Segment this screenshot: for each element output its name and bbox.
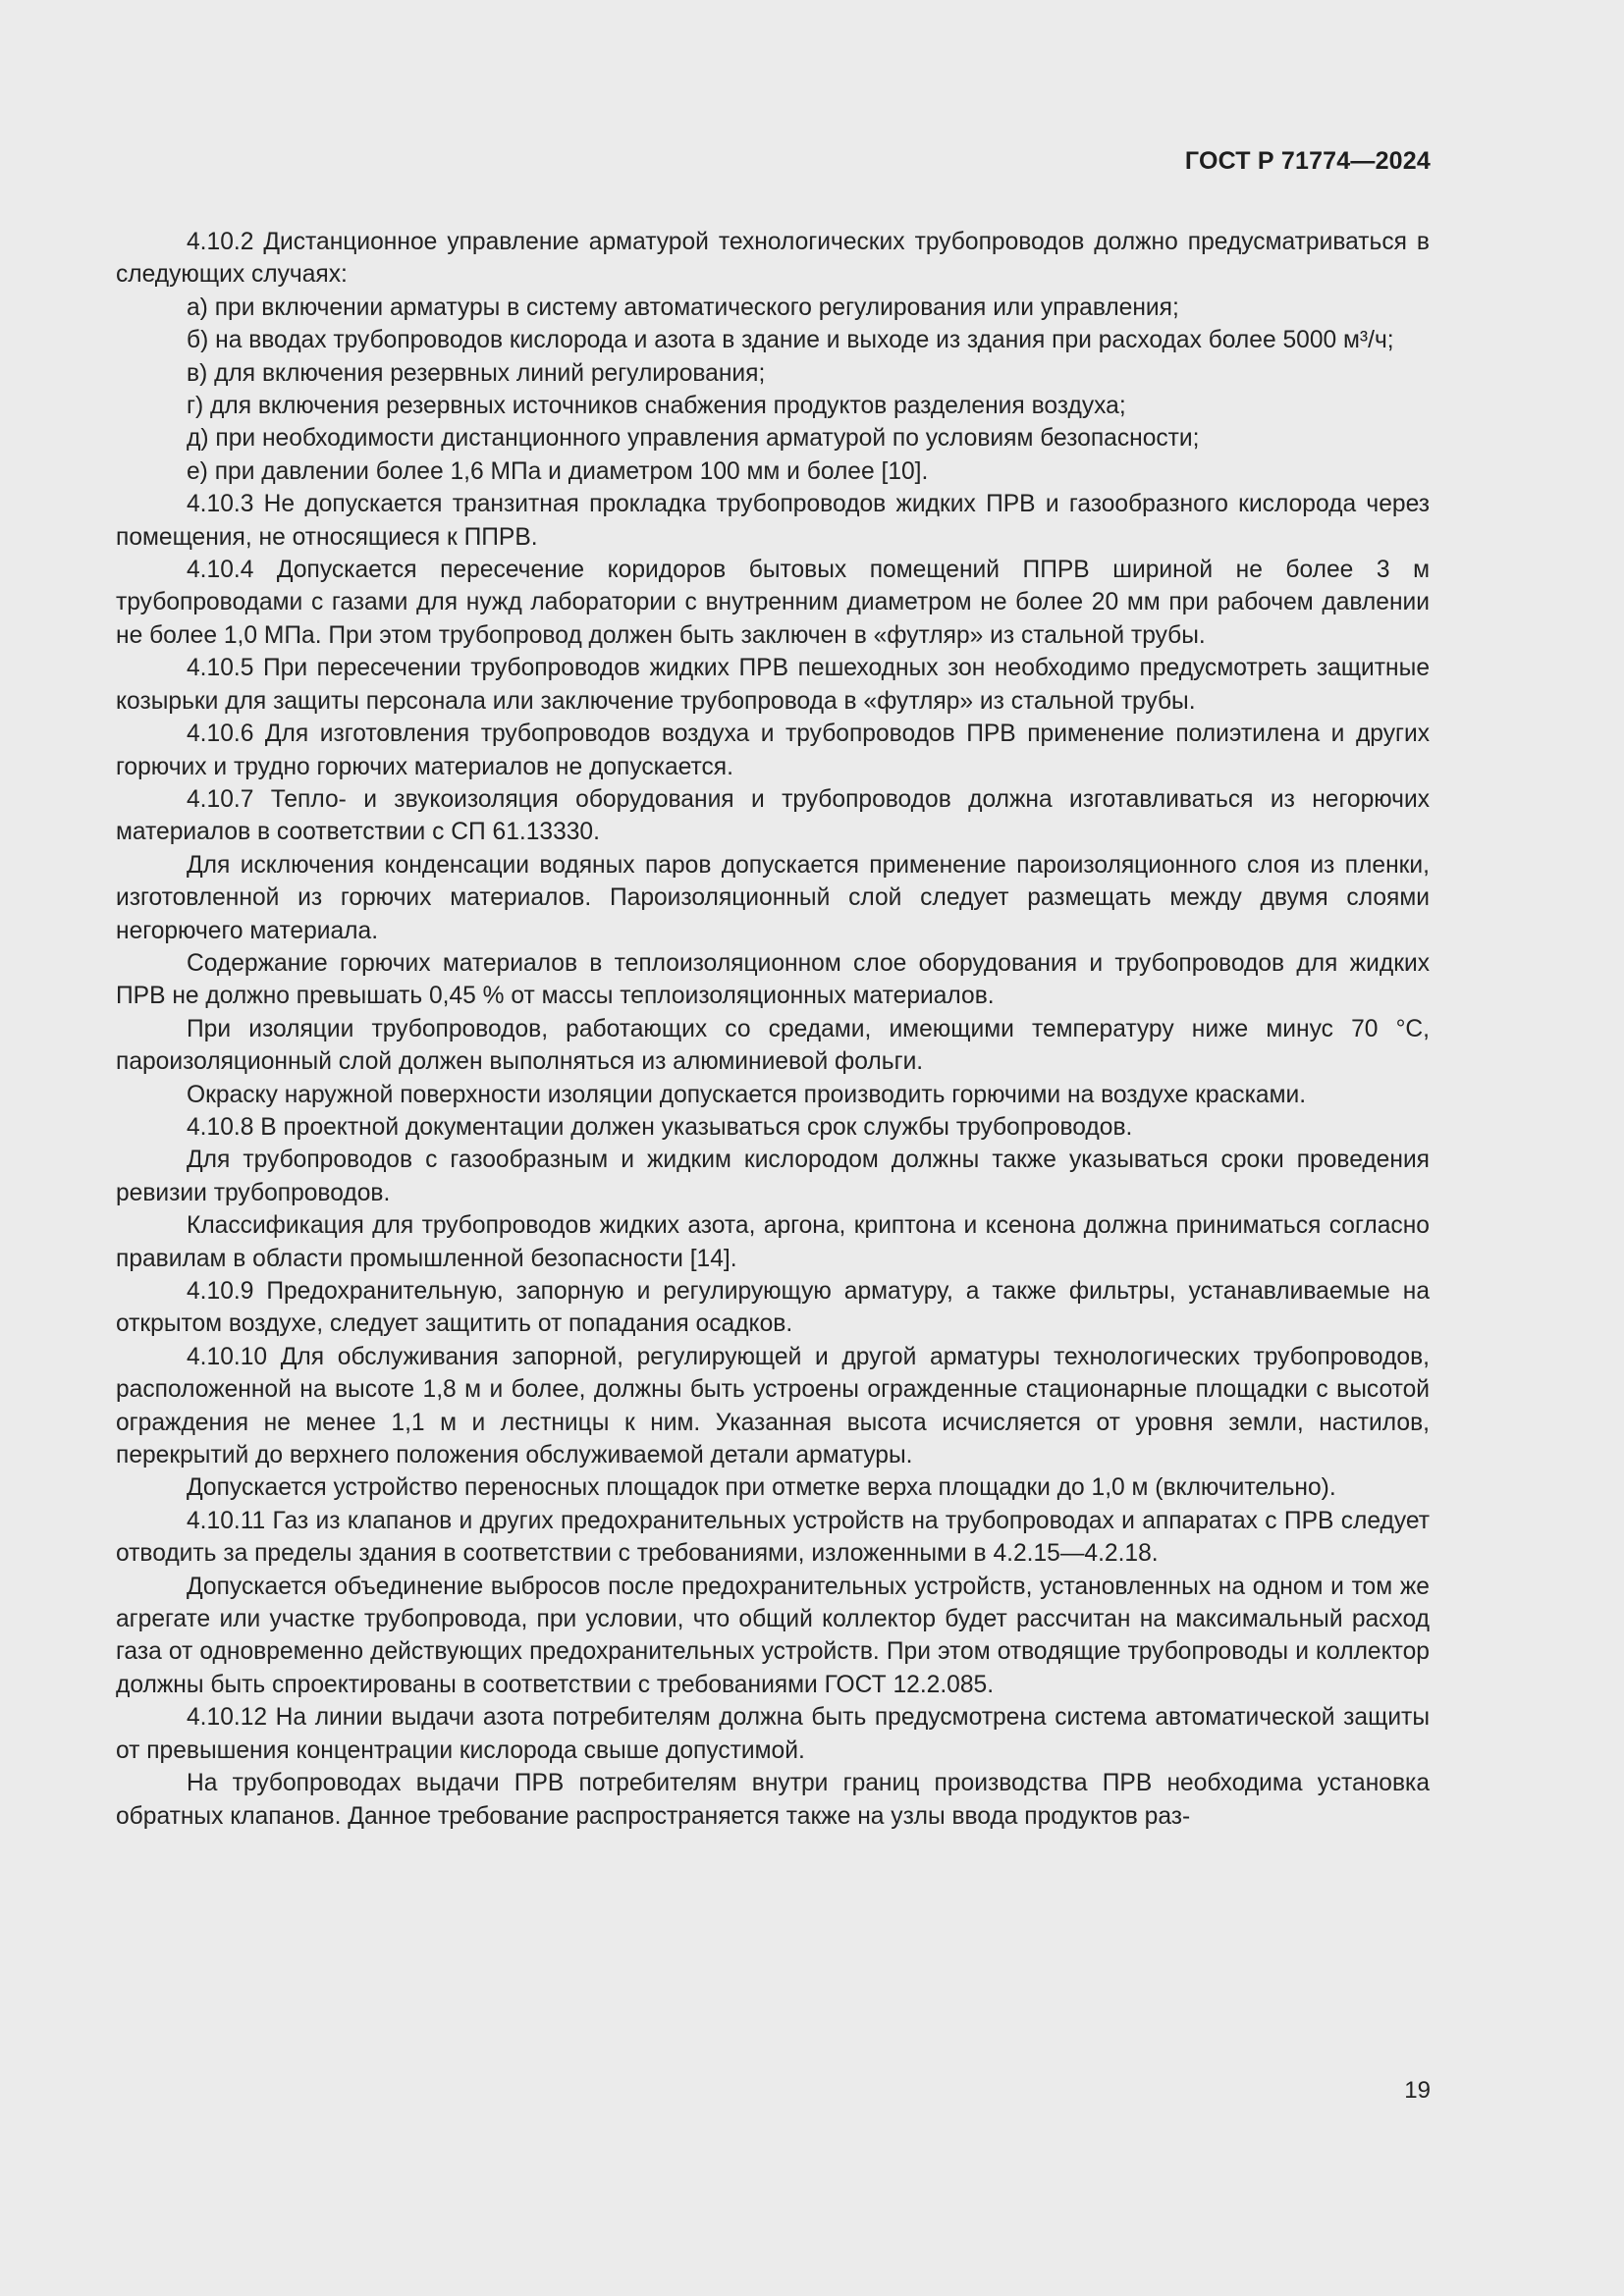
paragraph-portable-platforms: Допускается устройство переносных площадок при отметке верха площадки до 1,0 м (включительно). <box>187 1474 1336 1502</box>
list-item-a: а) при включении арматуры в систему автоматического регулирования или управления; <box>187 294 1179 321</box>
paragraph-combustible-content: Содержание горючих материалов в теплоизоляционном слое оборудования и трубопроводов для жидких ПРВ не должно превышать 0,45 % от массы теплоизоляционных материалов. <box>116 949 1430 1010</box>
paragraph-4-10-9: 4.10.9 Предохранительную, запорную и регулирующую арматуру, а также фильтры, устанавливаемые на открытом воздухе, следует защитить от попадания осадков. <box>116 1278 1430 1338</box>
paragraph-surface-painting: Окраску наружной поверхности изоляции допускается производить горючими на воздухе красками. <box>187 1081 1307 1108</box>
paragraph-classification: Классификация для трубопроводов жидких азота, аргона, криптона и ксенона должна приниматься согласно правилам в области промышленной безопасности [14]. <box>116 1212 1430 1272</box>
paragraph-4-10-11: 4.10.11 Газ из клапанов и других предохранительных устройств на трубопроводах и аппаратах с ПРВ следует отводить за пределы здания в соответствии с требованиями, изложенными в 4.2.15—4.2.18. <box>116 1507 1430 1568</box>
list-item-e: е) при давлении более 1,6 МПа и диаметром 100 мм и более [10]. <box>187 457 929 485</box>
paragraph-4-10-6: 4.10.6 Для изготовления трубопроводов воздуха и трубопроводов ПРВ применение полиэтилена и других горючих и трудно горючих материалов не допускается. <box>116 721 1430 780</box>
paragraph-4-10-3: 4.10.3 Не допускается транзитная прокладка трубопроводов жидких ПРВ и газообразного кислорода через помещения, не относящиеся к ППРВ. <box>116 491 1430 551</box>
list-item-b: б) на вводах трубопроводов кислорода и азота в здание и выходе из здания при расходах более 5000 м³/ч; <box>187 327 1394 354</box>
list-item-d: д) при необходимости дистанционного управления арматурой по условиям безопасности; <box>187 425 1200 453</box>
paragraph-low-temp-insulation: При изоляции трубопроводов, работающих со средами, имеющими температуру ниже минус 70 °С, пароизоляционный слой должен выполняться из алюминиевой фольги. <box>116 1015 1430 1076</box>
paragraph-4-10-7: 4.10.7 Тепло- и звукоизоляция оборудования и трубопроводов должна изготавливаться из негорючих материалов в соответствии с СП 61.13330. <box>116 785 1430 846</box>
paragraph-vapor-barrier: Для исключения конденсации водяных паров допускается применение пароизоляционного слоя из пленки, изготовленной из горючих материалов. Пароизоляционный слой следует размещать между двумя слоями негорючего материала. <box>116 851 1430 944</box>
document-number-header: ГОСТ Р 71774—2024 <box>1184 147 1431 175</box>
paragraph-4-10-4: 4.10.4 Допускается пересечение коридоров бытовых помещений ППРВ шириной не более 3 м трубопроводами с газами для нужд лаборатории с внутренним диаметром не более 20 мм при рабочем давлении не более 1,0 МПа. При этом трубопровод должен быть заключен в «футляр» из стальной трубы. <box>116 557 1430 649</box>
paragraph-check-valves: На трубопроводах выдачи ПРВ потребителям внутри границ производства ПРВ необходима установка обратных клапанов. Данное требование распространяется также на узлы ввода продуктов раз- <box>116 1770 1430 1830</box>
paragraph-4-10-10: 4.10.10 Для обслуживания запорной, регулирующей и другой арматуры технологических трубопроводов, расположенной на высоте 1,8 м и более, должны быть устроены огражденные стационарные площадки с высотой ограждения не менее 1,1 м и лестницы к ним. Указанная высота исчисляется от уровня земли, настилов, перекрытий до верхнего положения обслуживаемой детали арматуры. <box>116 1343 1430 1469</box>
paragraph-4-10-8: 4.10.8 В проектной документации должен указываться срок службы трубопроводов. <box>187 1113 1133 1141</box>
page-number: 19 <box>1404 2077 1431 2104</box>
document-body <box>116 226 1430 1833</box>
list-item-g: г) для включения резервных источников снабжения продуктов разделения воздуха; <box>187 393 1126 420</box>
list-item-v: в) для включения резервных линий регулирования; <box>187 359 766 387</box>
paragraph-4-10-5: 4.10.5 При пересечении трубопроводов жидких ПРВ пешеходных зон необходимо предусмотреть защитные козырьки для защиты персонала или заключение трубопровода в «футляр» из стальной трубы. <box>116 655 1430 715</box>
paragraph-4-10-12: 4.10.12 На линии выдачи азота потребителям должна быть предусмотрена система автоматической защиты от превышения концентрации кислорода свыше допустимой. <box>116 1704 1430 1764</box>
paragraph-discharge-union: Допускается объединение выбросов после предохранительных устройств, установленных на одном и том же агрегате или участке трубопровода, при условии, что общий коллектор будет рассчитан на максимальный расход газа от одновременно действующих предохранительных устройств. При этом отводящие трубопроводы и коллектор должны быть спроектированы в соответствии с требованиями ГОСТ 12.2.085. <box>116 1573 1430 1698</box>
paragraph-oxygen-revision: Для трубопроводов с газообразным и жидким кислородом должны также указываться сроки проведения ревизии трубопроводов. <box>116 1147 1430 1206</box>
paragraph-4-10-2: 4.10.2 Дистанционное управление арматурой технологических трубопроводов должно предусматриваться в следующих случаях: <box>116 229 1430 289</box>
